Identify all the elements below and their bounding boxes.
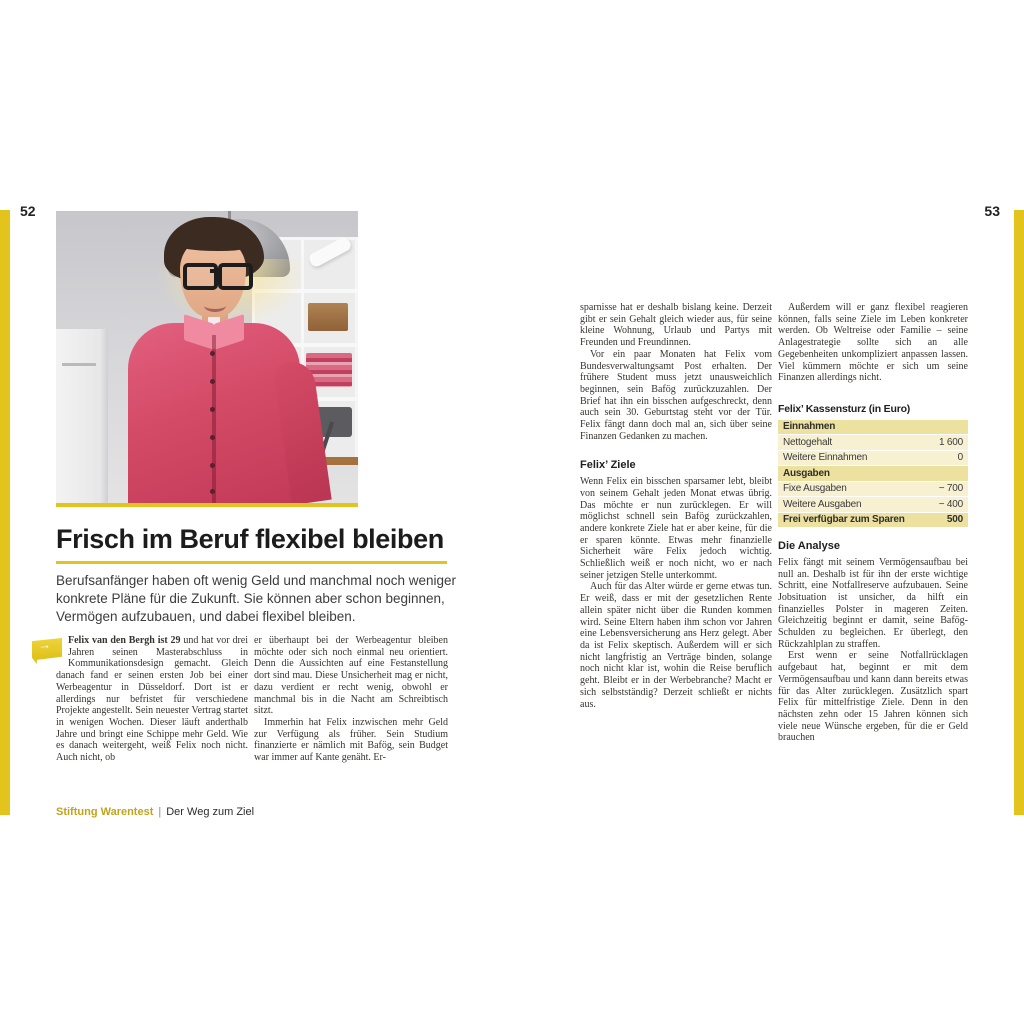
photo-shirt-button	[210, 407, 215, 412]
row-label: Nettogehalt	[783, 436, 832, 448]
photo-shirt-button	[210, 489, 215, 494]
table-row-fixed-expenses	[778, 482, 968, 497]
body-text: und hat vor drei Jahren seinen Masterabschluss in Kommunikationsdesign gemacht. Gleich danach fand er seinen ersten Job bei einer Werbeagentur in Düsseldorf. Dort ist er allerdings nur befristet für verschiedene Projekte angestellt. Sein neuester Vertrag startet in wenigen Wochen. Dieser läuft anderthalb Jahre und bringt eine Schippe mehr Geld. Wie es danach weitergeht, weiß Felix noch nicht. Auch nicht, ob	[56, 635, 249, 764]
photo-glasses-bridge	[210, 269, 220, 273]
photo-shirt-placket	[212, 335, 216, 503]
table-row-expenses-header	[778, 466, 968, 481]
right-edge-accent-bar	[1014, 210, 1024, 815]
photo-glasses-right-lens	[218, 263, 253, 290]
row-value: 500	[946, 514, 963, 526]
photo-shirt-button	[210, 379, 215, 384]
photo-shirt-button	[210, 351, 215, 356]
row-label: Einnahmen	[783, 421, 836, 433]
headline-rule	[56, 561, 447, 564]
photo-man-smile	[204, 299, 226, 312]
section-heading-goals: Felix’ Ziele	[580, 459, 636, 472]
table-row-income-header	[778, 420, 968, 435]
article-standfirst: Berufsanfänger haben oft wenig Geld und manchmal noch weniger konkrete Pläne für die Zukunft. Sie können aber schon beginnen, Vermögen aufzubauen, und dabei flexibel bleiben.	[56, 573, 457, 624]
row-label: Ausgaben	[783, 467, 830, 479]
body-paragraph: Felix fängt mit seinem Vermögensaufbau bei null an. Deshalb ist für ihn der erste wichtige Schritt, eine Notfallreserve aufzubauen. Seine Jobsituation ist unsicher, da hilft ein finanzielles Polster in mageren Zeiten. Gleichzeitig beginnt er damit, seine Bafög-Schulden zu begleichen. Er überlegt, den Rückzahlplan zu straffen.	[778, 556, 968, 650]
body-paragraph	[37, 635, 249, 764]
left-edge-accent-bar	[0, 210, 10, 815]
right-arrow-icon: →	[37, 636, 52, 653]
row-label: Fixe Ausgaben	[783, 483, 847, 495]
body-paragraph: Wenn Felix ein bisschen sparsamer lebt, bleibt von seinem Gehalt jeden Monat etwas übrig. Das möchte er nun zurücklegen. Er will möglichst schnell sein Bafög zurückzahlen, andere konkrete Ziele hat er aber keine, für die er sparen könnte. Etwas mehr finanzielle Sicherheit wäre Felix jedoch wichtig. Schließlich weiß er noch nicht, wo er nach seiner jetzigen Stelle unterkommt.	[580, 476, 772, 581]
section-heading-analysis: Die Analyse	[778, 540, 840, 553]
footer-separator: |	[158, 806, 162, 818]
row-value: − 700	[938, 483, 963, 495]
body-paragraph: sparnisse hat er deshalb bislang keine. Derzeit gibt er sein Gehalt gleich wieder aus, für seine kleine Wohnung, Urlaub und Partys mit Freunden und Freundinnen.	[580, 302, 772, 349]
table-row-other-expenses	[778, 497, 968, 512]
body-paragraph: Immerhin hat Felix inzwischen mehr Geld zur Verfügung als früher. Sein Studium finanzierte er nämlich mit Bafög, sein Budget war immer auf Kante genäht. Er-	[254, 716, 448, 764]
body-paragraph: Erst wenn er seine Notfallrücklagen aufgebaut hat, beginnt er mit dem Vermögensaufbau und kann dann bereits etwas für das Alter zurücklegen. Zusätzlich spart Felix für mittelfristige Ziele. Denn in den nächsten zehn oder 15 Jahren können sich viele neue Wünsche ergeben, für die er Geld brauchen	[778, 650, 968, 744]
page-footer	[56, 806, 254, 818]
table-row-net-salary	[778, 435, 968, 450]
budget-table	[778, 404, 968, 527]
left-page-column-1	[37, 635, 249, 764]
body-paragraph: Auch für das Alter würde er gerne etwas tun. Er weiß, dass er mit der gesetzlichen Rente allein später nicht über die Runden kommen wird. Seine Eltern haben ihm schon vor Jahren eine Lebensversicherung ans Herz gelegt. Aber da ist Felix skeptisch. Außerdem will er sich nicht langfristig an Verträge binden, solange noch nicht klar ist, wohin die Reise beruflich geht. Bleibt er in der Werbebranche? Macht er sich selbstständig? Derzeit schließt er nichts aus.	[580, 581, 772, 710]
photo-cardboard-box	[308, 303, 348, 331]
right-page-column-1	[580, 302, 772, 710]
page-number-right: 53	[984, 203, 1000, 219]
left-page-column-2	[254, 635, 448, 764]
body-paragraph: er überhaupt bei der Werbeagentur bleiben möchte oder sich noch einmal neu orientiert. Denn die Aussichten auf eine Festanstellung dort sind mau. Diese Unsicherheit mag er nicht, dazu verdient er recht wenig, obwohl er manchmal bis in die Nacht am Schreibtisch sitzt.	[254, 635, 448, 717]
footer-brand: Stiftung Warentest	[56, 806, 154, 818]
page-number-left: 52	[20, 203, 36, 219]
photo-glasses-left-lens	[183, 263, 218, 290]
photo-shirt-button	[210, 463, 215, 468]
row-label: Weitere Ausgaben	[783, 498, 862, 510]
row-value: − 400	[938, 498, 963, 510]
row-label: Frei verfügbar zum Sparen	[783, 514, 905, 526]
table-row-free-savings	[778, 513, 968, 528]
article-headline: Frisch im Beruf flexibel bleiben	[56, 524, 444, 554]
photo-cabinet-handle	[62, 363, 96, 366]
table-row-other-income	[778, 451, 968, 466]
row-value: 0	[957, 452, 963, 464]
row-value: 1 600	[938, 436, 963, 448]
photo-shirt-button	[210, 435, 215, 440]
paragraph-marker	[32, 636, 62, 666]
row-label: Weitere Einnahmen	[783, 452, 868, 464]
budget-table-title: Felix’ Kassensturz (in Euro)	[778, 402, 911, 415]
footer-book-title: Der Weg zum Ziel	[166, 806, 255, 818]
right-page-column-2	[778, 302, 968, 744]
body-paragraph: Vor ein paar Monaten hat Felix vom Bundesverwaltungsamt Post erhalten. Der frühere Student muss jetzt unausweichlich beginnen, sein Bafög zurückzuzahlen. Der Brief hat ihn ein bisschen aufgeschreckt, denn auch sein 30. Geburtstag steht vor der Tür. Felix fängt dann doch mal an, sich über seine Finanzen Gedanken zu machen.	[580, 348, 772, 442]
photo-cabinet	[56, 329, 108, 503]
article-photo	[56, 211, 358, 507]
lead-in-bold: Felix van den Bergh ist 29	[68, 635, 181, 646]
body-paragraph: Außerdem will er ganz flexibel reagieren können, falls seine Ziele im Leben konkreter werden. Ob Weltreise oder Familie – seine Anlagestrategie sollte sich an alle Gegebenheiten unkompliziert anpassen lassen. Viel kümmern möchte er sich um seine Finanzen allerdings nicht.	[778, 302, 968, 384]
